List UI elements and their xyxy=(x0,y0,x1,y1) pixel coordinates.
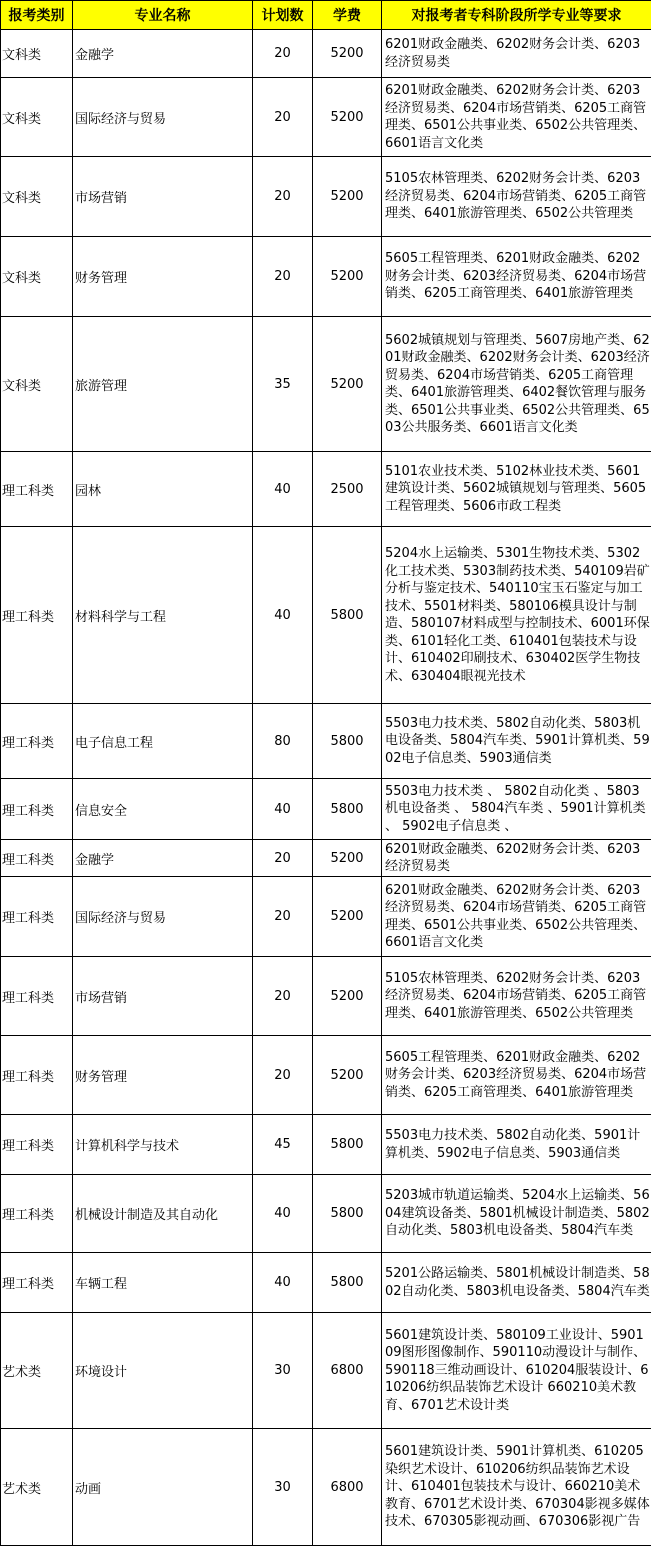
row-plan: 20 xyxy=(253,1036,313,1115)
row-major: 车辆工程 xyxy=(73,1253,253,1313)
row-requirements: 5503电力技术类 、 5802自动化类 、5803机电设备类 、 5804汽车类 、5901计算机类 、 5902电子信息类 、 xyxy=(382,779,651,840)
row-requirements: 6201财政金融类、6202财务会计类、6203经济贸易类、6204市场营销类、6205工商管理类、6501公共事业类、6502公共管理类、6601语言文化类 xyxy=(382,78,651,157)
row-plan: 20 xyxy=(253,840,313,877)
table-header-row xyxy=(1,1,651,30)
row-category: 艺术类 xyxy=(1,1429,73,1546)
row-plan: 40 xyxy=(253,1175,313,1253)
row-major: 市场营销 xyxy=(73,957,253,1036)
row-category: 理工科类 xyxy=(1,1253,73,1313)
row-major: 环境设计 xyxy=(73,1313,253,1429)
header-major: 专业名称 xyxy=(73,1,253,30)
row-plan: 20 xyxy=(253,30,313,78)
row-requirements: 5605工程管理类、6201财政金融类、6202财务会计类、6203经济贸易类、6204市场营销类、6205工商管理类、6401旅游管理类 xyxy=(382,1036,651,1115)
row-plan: 20 xyxy=(253,78,313,157)
row-category: 理工科类 xyxy=(1,840,73,877)
table-row xyxy=(1,1115,651,1175)
header-requirements: 对报考者专科阶段所学专业等要求 xyxy=(382,1,651,30)
row-plan: 40 xyxy=(253,452,313,527)
row-category: 文科类 xyxy=(1,237,73,317)
row-fee: 5800 xyxy=(313,779,382,840)
row-plan: 20 xyxy=(253,957,313,1036)
row-major: 市场营销 xyxy=(73,157,253,237)
row-fee: 2500 xyxy=(313,452,382,527)
row-requirements: 6201财政金融类、6202财务会计类、6203经济贸易类 xyxy=(382,840,651,877)
table-row xyxy=(1,317,651,452)
row-fee: 5200 xyxy=(313,30,382,78)
row-plan: 80 xyxy=(253,704,313,779)
header-fee: 学费 xyxy=(313,1,382,30)
row-major: 财务管理 xyxy=(73,1036,253,1115)
row-major: 金融学 xyxy=(73,30,253,78)
row-plan: 30 xyxy=(253,1313,313,1429)
row-requirements: 5201公路运输类、5801机械设计制造类、5802自动化类、5803机电设备类、5804汽车类 xyxy=(382,1253,651,1313)
row-plan: 45 xyxy=(253,1115,313,1175)
table-row xyxy=(1,1036,651,1115)
row-fee: 5800 xyxy=(313,704,382,779)
table-row xyxy=(1,877,651,957)
row-category: 文科类 xyxy=(1,78,73,157)
header-category: 报考类别 xyxy=(1,1,73,30)
row-plan: 20 xyxy=(253,877,313,957)
row-fee: 5200 xyxy=(313,157,382,237)
row-category: 理工科类 xyxy=(1,957,73,1036)
row-category: 文科类 xyxy=(1,157,73,237)
row-plan: 20 xyxy=(253,157,313,237)
row-requirements: 5204水上运输类、5301生物技术类、5302化工技术类、5303制药技术类、540109岩矿分析与鉴定技术、540110宝玉石鉴定与加工技术、5501材料类、580106模具设计与制造、580107材料成型与控制技术、6001环保类、6101轻化工类、610401包装技术与设计、610402印刷技术、630402医学生物技术、630404眼视光技术 xyxy=(382,527,651,704)
table-row xyxy=(1,78,651,157)
table-row xyxy=(1,527,651,704)
row-major: 国际经济与贸易 xyxy=(73,877,253,957)
row-major: 信息安全 xyxy=(73,779,253,840)
row-category: 文科类 xyxy=(1,30,73,78)
row-plan: 40 xyxy=(253,527,313,704)
row-major: 财务管理 xyxy=(73,237,253,317)
row-plan: 35 xyxy=(253,317,313,452)
table-row xyxy=(1,840,651,877)
row-fee: 5800 xyxy=(313,1175,382,1253)
row-requirements: 6201财政金融类、6202财务会计类、6203经济贸易类、6204市场营销类、6205工商管理类、6501公共事业类、6502公共管理类、6601语言文化类 xyxy=(382,877,651,957)
row-plan: 30 xyxy=(253,1429,313,1546)
row-category: 理工科类 xyxy=(1,1175,73,1253)
table-row xyxy=(1,779,651,840)
table-row xyxy=(1,452,651,527)
row-fee: 5200 xyxy=(313,78,382,157)
row-fee: 6800 xyxy=(313,1429,382,1546)
row-requirements: 5503电力技术类、5802自动化类、5803机电设备类、5804汽车类、5901计算机类、5902电子信息类、5903通信类 xyxy=(382,704,651,779)
row-fee: 5800 xyxy=(313,1115,382,1175)
row-plan: 40 xyxy=(253,1253,313,1313)
row-fee: 5200 xyxy=(313,840,382,877)
table-row xyxy=(1,1313,651,1429)
row-category: 艺术类 xyxy=(1,1313,73,1429)
table-row xyxy=(1,704,651,779)
row-requirements: 6201财政金融类、6202财务会计类、6203经济贸易类 xyxy=(382,30,651,78)
row-fee: 5200 xyxy=(313,237,382,317)
row-category: 理工科类 xyxy=(1,527,73,704)
row-major: 旅游管理 xyxy=(73,317,253,452)
table-row xyxy=(1,1253,651,1313)
row-category: 理工科类 xyxy=(1,1115,73,1175)
row-category: 理工科类 xyxy=(1,779,73,840)
row-fee: 5800 xyxy=(313,1253,382,1313)
row-fee: 5200 xyxy=(313,1036,382,1115)
row-plan: 40 xyxy=(253,779,313,840)
row-major: 机械设计制造及其自动化 xyxy=(73,1175,253,1253)
row-fee: 5800 xyxy=(313,527,382,704)
row-major: 国际经济与贸易 xyxy=(73,78,253,157)
row-category: 理工科类 xyxy=(1,1036,73,1115)
row-requirements: 5605工程管理类、6201财政金融类、6202财务会计类、6203经济贸易类、6204市场营销类、6205工商管理类、6401旅游管理类 xyxy=(382,237,651,317)
table-row xyxy=(1,157,651,237)
row-major: 金融学 xyxy=(73,840,253,877)
row-major: 材料科学与工程 xyxy=(73,527,253,704)
table-row xyxy=(1,30,651,78)
row-major: 计算机科学与技术 xyxy=(73,1115,253,1175)
row-fee: 6800 xyxy=(313,1313,382,1429)
row-category: 理工科类 xyxy=(1,877,73,957)
row-requirements: 5602城镇规划与管理类、5607房地产类、6201财政金融类、6202财务会计类、6203经济贸易类、6204市场营销类、6205工商管理类、6401旅游管理类、6402餐饮管理与服务类、6501公共事业类、6502公共管理类、6503公共服务类、6601语言文化类 xyxy=(382,317,651,452)
row-major: 动画 xyxy=(73,1429,253,1546)
row-fee: 5200 xyxy=(313,957,382,1036)
table-row xyxy=(1,1429,651,1546)
row-fee: 5200 xyxy=(313,877,382,957)
row-major: 电子信息工程 xyxy=(73,704,253,779)
row-category: 文科类 xyxy=(1,317,73,452)
row-major: 园林 xyxy=(73,452,253,527)
table-row xyxy=(1,237,651,317)
row-requirements: 5105农林管理类、6202财务会计类、6203经济贸易类、6204市场营销类、6205工商管理类、6401旅游管理类、6502公共管理类 xyxy=(382,957,651,1036)
table-row xyxy=(1,957,651,1036)
row-category: 理工科类 xyxy=(1,452,73,527)
row-requirements: 5101农业技术类、5102林业技术类、5601建筑设计类、5602城镇规划与管理类、5605工程管理类、5606市政工程类 xyxy=(382,452,651,527)
row-plan: 20 xyxy=(253,237,313,317)
row-requirements: 5601建筑设计类、580109工业设计、590109图形图像制作、590110动漫设计与制作、590118三维动画设计、610204服装设计、610206纺织品装饰艺术设计 660210美术教育、6701艺术设计类 xyxy=(382,1313,651,1429)
row-category: 理工科类 xyxy=(1,704,73,779)
row-requirements: 5503电力技术类、5802自动化类、5901计算机类、5902电子信息类、5903通信类 xyxy=(382,1115,651,1175)
row-fee: 5200 xyxy=(313,317,382,452)
row-requirements: 5203城市轨道运输类、5204水上运输类、5604建筑设备类、5801机械设计制造类、5802自动化类、5803机电设备类、5804汽车类 xyxy=(382,1175,651,1253)
table-row xyxy=(1,1175,651,1253)
row-requirements: 5601建筑设计类、5901计算机类、610205染织艺术设计、610206纺织品装饰艺术设计、610401包装技术与设计、660210美术教育、6701艺术设计类、670304影视多媒体技术、670305影视动画、670306影视广告 xyxy=(382,1429,651,1546)
row-requirements: 5105农林管理类、6202财务会计类、6203经济贸易类、6204市场营销类、6205工商管理类、6401旅游管理类、6502公共管理类 xyxy=(382,157,651,237)
header-plan: 计划数 xyxy=(253,1,313,30)
